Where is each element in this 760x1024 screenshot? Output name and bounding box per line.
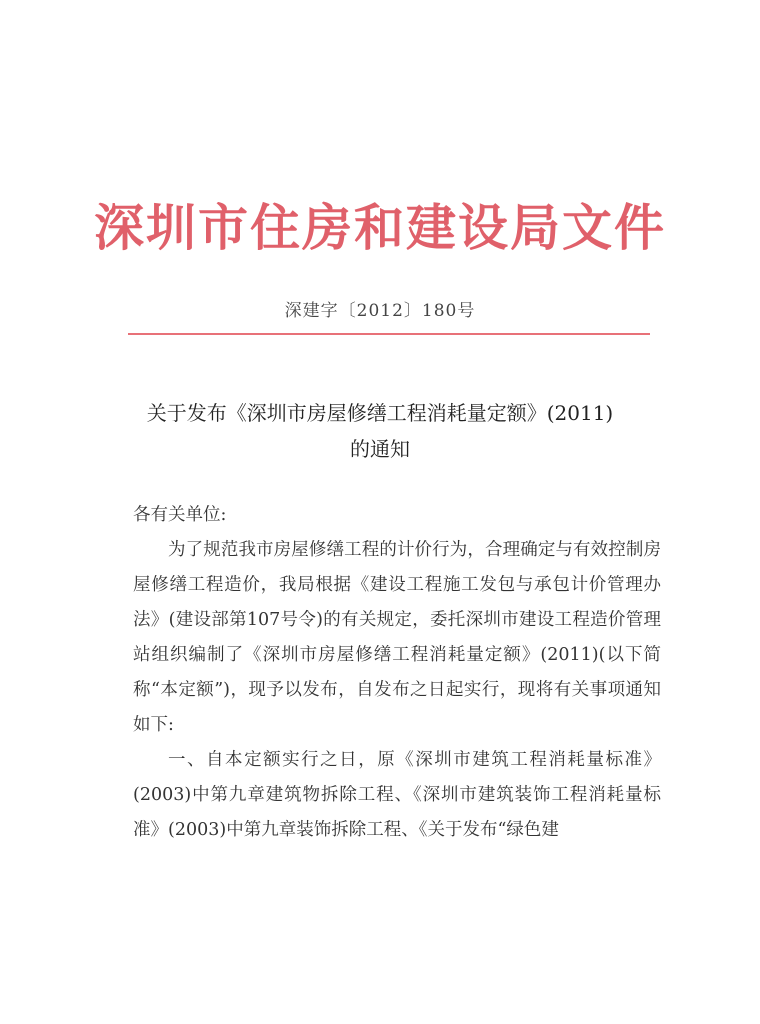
salutation: 各有关单位:: [133, 505, 227, 525]
notice-title-line1: 关于发布《深圳市房屋修缮工程消耗量定额》(2011): [146, 401, 614, 425]
notice-title-line2: 的通知: [350, 437, 410, 461]
document-header: 深圳市住房和建设局文件: [94, 198, 666, 257]
paragraph-1: 为了规范我市房屋修缮工程的计价行为，合理确定与有效控制房屋修缮工程造价，我局根据《建设工程施工发包与承包计价管理办法》(建设部第107号令)的有关规定，委托深圳市建设工程造价管理站组织编制了《深圳市房屋修缮工程消耗量定额》(2011)(以下简称“本定额”)，现予以发布，自发布之日起实行，现将有关事项通知如下:: [133, 540, 661, 735]
red-divider: [128, 333, 650, 335]
document-number: 深建字〔2012〕180号: [284, 301, 476, 321]
paragraph-2: 一、自本定额实行之日，原《深圳市建筑工程消耗量标准》(2003)中第九章建筑物拆除工程、《深圳市建筑装饰工程消耗量标准》(2003)中第九章装饰拆除工程、《关于发布“绿色建: [133, 750, 661, 840]
notice-body: [133, 498, 661, 848]
notice-title: [0, 395, 760, 467]
